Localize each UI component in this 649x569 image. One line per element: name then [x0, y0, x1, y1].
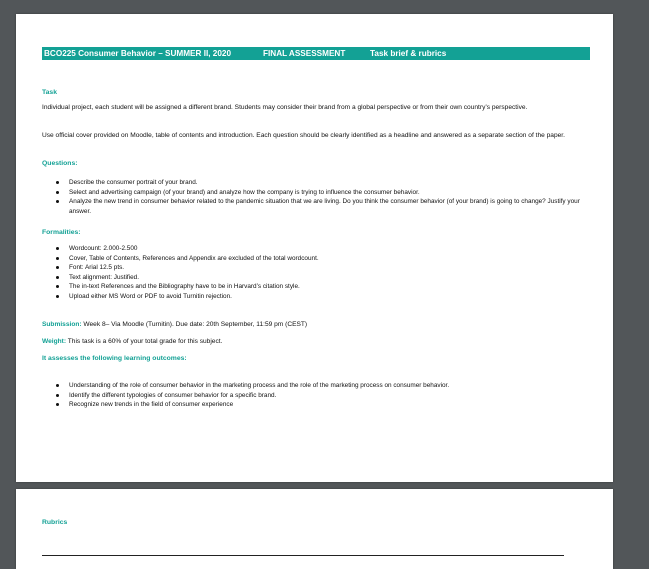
list-item: [56, 391, 590, 401]
questions-list: [56, 178, 590, 216]
bullet-icon: [56, 247, 59, 250]
task-heading: Task: [42, 89, 57, 96]
list-item: [56, 244, 590, 254]
formalities-list: [56, 244, 590, 301]
list-item: [56, 381, 590, 391]
formality-text: Text alignment: Justified.: [69, 273, 139, 281]
list-item: [56, 178, 590, 188]
bullet-icon: [56, 394, 59, 397]
rubrics-heading: Rubrics: [42, 519, 68, 526]
submission-text: Week 8– Via Moodle (Turnitin). Due date: 20th September, 11:59 pm (CEST): [81, 321, 308, 328]
outcome-text: Understanding of the role of consumer behavior in the marketing process and the role of the marketing process on consumer behavior.: [69, 382, 450, 389]
banner-course-title: BCO225 Consumer Behavior – SUMMER II, 2020: [44, 49, 232, 58]
weight-label: Weight:: [42, 338, 67, 345]
bullet-icon: [56, 200, 59, 203]
learning-outcomes-heading: It assesses the following learning outcomes:: [42, 355, 187, 362]
list-item: [56, 188, 590, 198]
outcomes-list: [56, 381, 590, 410]
formalities-heading: Formalities:: [42, 229, 81, 236]
document-page-2: [16, 489, 613, 569]
list-item: [56, 273, 590, 283]
submission-line: [42, 320, 307, 329]
banner-final-assessment: FINAL ASSESSMENT: [263, 49, 346, 58]
bullet-icon: [56, 276, 59, 279]
title-banner: [42, 47, 590, 60]
question-text: Select and advertising campaign (of your brand) and analyze how the company is trying to influence the consumer behavior.: [69, 188, 420, 196]
document-page-1: [16, 14, 613, 482]
weight-line: [42, 337, 222, 346]
question-text: Analyze the new trend in consumer behavior related to the pandemic situation that we are living. Do you think the consumer behavior (of your brand) is going to change? Justify your answer.: [69, 198, 580, 215]
question-text: Describe the consumer portrait of your brand.: [69, 179, 198, 186]
list-item: [56, 282, 590, 292]
list-item: [56, 263, 590, 273]
bullet-icon: [56, 285, 59, 288]
list-item: [56, 400, 590, 410]
banner-task-brief: Task brief & rubrics: [370, 49, 447, 58]
list-item: [56, 254, 590, 264]
formality-text: Font: Arial 12.5 pts.: [69, 264, 125, 271]
bullet-icon: [56, 181, 59, 184]
rubric-table-top-border: [42, 555, 564, 556]
bullet-icon: [56, 384, 59, 387]
bullet-icon: [56, 257, 59, 260]
list-item: [56, 197, 590, 216]
task-paragraph-1: Individual project, each student will be assigned a different brand. Students may consider their brand from a global perspective or from their own country’s perspective.: [42, 104, 528, 111]
list-item: [56, 292, 590, 302]
weight-text: This task is a 60% of your total grade for this subject.: [66, 338, 223, 345]
bullet-icon: [56, 403, 59, 406]
bullet-icon: [56, 266, 59, 269]
submission-label: Submission:: [42, 321, 82, 328]
outcome-text: Identify the different typologies of consumer behavior for a specific brand.: [69, 391, 277, 399]
formality-text: Cover, Table of Contents, References and Appendix are excluded of the total wordcount.: [69, 254, 319, 262]
bullet-icon: [56, 191, 59, 194]
questions-heading: Questions:: [42, 160, 78, 167]
task-paragraph-2: Use official cover provided on Moodle, table of contents and introduction. Each question should be clearly identified as a headline and answered as a separate section of the paper.: [42, 132, 565, 139]
formality-text: The in-text References and the Bibliography have to be in Harvard’s citation style.: [69, 283, 300, 290]
formality-text: Upload either MS Word or PDF to avoid Turnitin rejection.: [69, 292, 232, 300]
bullet-icon: [56, 295, 59, 298]
formality-text: Wordcount: 2.000-2.500: [69, 245, 138, 252]
outcome-text: Recognize new trends in the field of consumer experience: [69, 401, 234, 408]
